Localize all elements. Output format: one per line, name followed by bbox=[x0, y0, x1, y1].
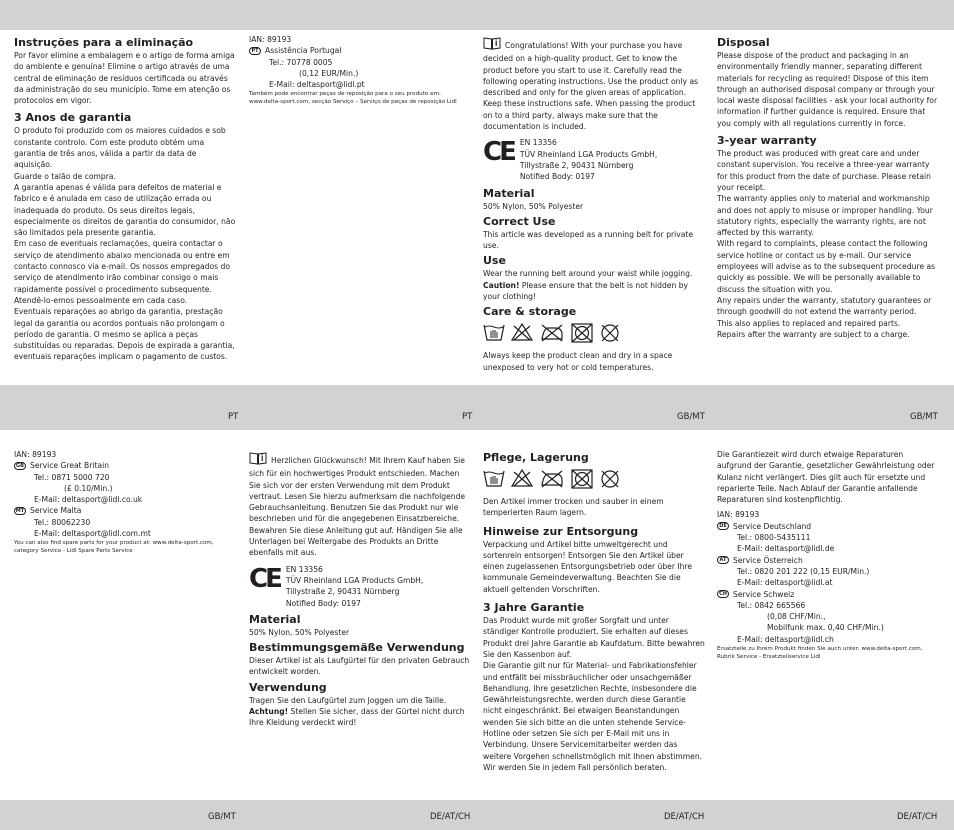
intro-paragraph bbox=[483, 37, 705, 132]
section-heading: Disposal bbox=[717, 36, 770, 49]
ce-line: Tillystraße 2, 90431 Nürnberg bbox=[285, 587, 400, 597]
service-tel: Tel.: 0842 665566 bbox=[737, 600, 806, 610]
ce-line: Notified Body: 0197 bbox=[519, 172, 595, 182]
section-heading: Correct Use bbox=[483, 214, 556, 228]
service-entry bbox=[249, 45, 471, 56]
section-heading: Bestimmungsgemäße Verwendung bbox=[249, 641, 465, 655]
service-email: E-Mail: deltasport@lidl.pt bbox=[269, 80, 365, 90]
country-badge: AT bbox=[717, 556, 729, 564]
paragraph: Please dispose of the product and packaging in an environmentally friendly manner, separating different materials for recycling as required! Dispose of this item through an authorised disposal company or through your local waste disposal facilities - ask your local authority for information if further guidance is required. Ensure that you comply with all regulations currently in force. bbox=[717, 51, 938, 128]
no-bleach-icon bbox=[510, 322, 534, 342]
section-heading: 3-year warranty bbox=[717, 134, 817, 148]
service-name: Service Great Britain bbox=[30, 461, 110, 471]
paragraph: Wear the running belt around your waist while jogging. bbox=[483, 269, 693, 279]
hand-wash-icon bbox=[483, 322, 505, 342]
service-rate: (0,12 EUR/Min.) bbox=[299, 68, 359, 78]
caution-text: Please ensure that the belt is not hidden by your clothing! bbox=[483, 280, 689, 302]
service-tel: Tel.: 70778 0005 bbox=[269, 57, 333, 67]
band-label: PT bbox=[228, 412, 239, 422]
section-heading: Material bbox=[483, 186, 535, 200]
read-manual-icon bbox=[249, 452, 267, 468]
hand-wash-icon bbox=[483, 468, 505, 488]
paragraph: A garantia apenas é válida para defeitos de material e fabrico e é anulada em caso de utilização errada ou inadequada do produto. Os seus direitos legais, especialmente os direitos de garantia do consumidor, não são limitados pela presente garantia. bbox=[14, 182, 236, 238]
service-name: Service Deutschland bbox=[733, 521, 812, 531]
paragraph: The product was produced with great care and under constant supervision. You receive a three-year warranty for this product from the date of purchase. Please retain your receipt. bbox=[717, 149, 931, 192]
section-heading: Use bbox=[483, 254, 506, 268]
ce-mark-icon: CE bbox=[249, 563, 280, 594]
section-heading: Care & storage bbox=[483, 305, 577, 319]
service-entry bbox=[14, 505, 236, 516]
pt-service-column bbox=[249, 34, 471, 106]
caution-paragraph bbox=[483, 280, 705, 303]
paragraph: Eventuais reparações ao abrigo da garantia, prestação legal da garantia ou acordos pontuais não prolongam o período de garantia. O mesmo se aplica a peças substituídas ou reparadas. Depois de expirada a garantia, eventuais reparações implicam o pagamento de custos. bbox=[14, 307, 235, 362]
band-label: GB/MT bbox=[910, 412, 938, 422]
paragraph: This article was developed as a running belt for private use. bbox=[483, 229, 694, 251]
ce-line: EN 13356 bbox=[519, 138, 557, 148]
no-tumble-dry-icon bbox=[570, 468, 594, 490]
middle-band bbox=[0, 385, 954, 430]
paragraph: Das Produkt wurde mit großer Sorgfalt und unter ständiger Kontrolle produziert. Sie erhalten auf dieses Produkt drei Jahre Garantie ab Kaufdatum. Bitte bewahren Sie den Kassenbon auf. bbox=[483, 616, 705, 659]
section-heading: Instruções para a eliminação bbox=[14, 36, 194, 49]
top-band bbox=[0, 0, 954, 30]
service-email: E-Mail: deltasport@lidl.de bbox=[737, 544, 835, 554]
spare-parts-note: Ersatzteile zu Ihrem Produkt finden Sie auch unter: www.delta-sport.com, Rubrik Service - Ersatzteilservice Lidl bbox=[717, 646, 923, 661]
paragraph: Por favor elimine a embalagem e o artigo de forma amiga do ambiente e genuína! Elimine o artigo através de uma central de eliminação de resíduos certificada ou através da administração do seu município. Tome em atenção os protocolos em vigor. bbox=[14, 51, 235, 106]
ian-number: IAN: 89193 bbox=[249, 35, 292, 44]
no-iron-icon bbox=[539, 468, 565, 488]
bottom-band bbox=[0, 800, 954, 830]
care-symbols bbox=[483, 468, 705, 490]
paragraph: Tragen Sie den Laufgürtel zum Joggen um die Taille. bbox=[249, 695, 447, 705]
ce-line: Notified Body: 0197 bbox=[285, 598, 361, 608]
service-entry bbox=[14, 460, 236, 471]
no-tumble-dry-icon bbox=[570, 322, 594, 344]
section-heading: Hinweise zur Entsorgung bbox=[483, 524, 639, 538]
section-heading: 3 Anos de garantia bbox=[14, 111, 132, 125]
band-label: DE/AT/CH bbox=[897, 812, 938, 822]
de-intro-column bbox=[249, 452, 471, 729]
intro-text: Congratulations! With your purchase you have decided on a high-quality product. Get to know the product before you start to use it. Carefully read the following operating instructions. Use the product only as described and only for the given areas of application. Keep these instructions safe. When passing the product on to a third party, always make sure that the documentation is included. bbox=[483, 41, 699, 132]
read-manual-icon bbox=[483, 37, 501, 53]
ian-number: IAN: 89193 bbox=[717, 510, 760, 520]
service-name: Assistência Portugal bbox=[265, 46, 342, 56]
service-name: Service Schweiz bbox=[733, 589, 795, 599]
spare-parts-note: You can also find spare parts for your product at: www.delta-sport.com, category Service - Lidl Spare Parts Service bbox=[14, 540, 214, 555]
gb-warranty-column bbox=[717, 36, 939, 340]
service-entry bbox=[717, 589, 939, 600]
care-symbols bbox=[483, 322, 705, 344]
section-heading: Material bbox=[249, 612, 301, 626]
no-dry-clean-icon bbox=[599, 468, 621, 490]
service-name: Service Österreich bbox=[733, 555, 803, 565]
paragraph: 50% Nylon, 50% Polyester bbox=[483, 201, 584, 211]
paragraph: Repairs after the warranty are subject to a charge. bbox=[717, 329, 910, 339]
service-tel: Tel.: 80062230 bbox=[34, 517, 91, 527]
ce-line: TÜV Rheinland LGA Products GmbH, bbox=[285, 575, 424, 585]
country-badge: GB bbox=[14, 462, 26, 470]
country-badge: MT bbox=[15, 508, 25, 515]
intro-text: Herzlichen Glückwunsch! Mit Ihrem Kauf haben Sie sich für ein hochwertiges Produkt entschieden. Machen Sie sich vor der ersten Verwendung mit dem Produkt vertraut. Lesen Sie hierzu aufmerksam die nachfolgende Gebrauchsanleitung. Benutzen Sie das Produkt nur wie beschrieben und für die angegebenen Einsatzbereiche. Bewahren Sie diese Anleitung gut auf. Händigen Sie alle Unterlagen bei Weitergabe des Produkts an Dritte ebenfalls mit aus. bbox=[249, 456, 466, 558]
service-tel: Tel.: 0800-5435111 bbox=[737, 533, 811, 543]
gb-service-column bbox=[14, 449, 236, 555]
service-tel: Tel.: 0871 5000 720 bbox=[34, 472, 110, 482]
paragraph: O produto foi produzido com os maiores cuidados e sob constante controlo. Com este produto obtém uma garantia de três anos, válida a partir da data de aquisição. bbox=[14, 126, 226, 170]
band-label: DE/AT/CH bbox=[430, 812, 471, 822]
de-warranty-column bbox=[483, 451, 705, 773]
no-iron-icon bbox=[539, 322, 565, 342]
service-rate: (£ 0.10/Min.) bbox=[64, 483, 113, 493]
paragraph: Den Artikel immer trocken und sauber in einem temperierten Raum lagern. bbox=[483, 497, 664, 518]
paragraph: Dieser Artikel ist als Laufgürtel für den privaten Gebrauch entwickelt worden. bbox=[249, 656, 470, 677]
service-rate: Mobilfunk max. 0,40 CHF/Min.) bbox=[767, 623, 884, 633]
ce-mark-icon: CE bbox=[483, 137, 514, 168]
caution-label: Caution! bbox=[483, 280, 520, 290]
service-email: E-Mail: deltasport@lidl.com.mt bbox=[34, 529, 151, 539]
country-badge: DE bbox=[717, 522, 729, 530]
ce-block bbox=[249, 564, 471, 609]
intro-paragraph bbox=[249, 452, 471, 559]
paragraph: Atendê-lo-emos pessoalmente em cada caso. bbox=[14, 295, 188, 305]
band-label: PT bbox=[462, 412, 473, 422]
caution-label: Achtung! bbox=[249, 707, 289, 717]
ce-block bbox=[483, 137, 705, 182]
service-rate: (0,08 CHF/Min., bbox=[767, 612, 826, 622]
service-email: E-Mail: deltasport@lidl.co.uk bbox=[34, 495, 143, 505]
ian-number: IAN: 89193 bbox=[14, 450, 57, 459]
no-dry-clean-icon bbox=[599, 322, 621, 344]
paragraph: Die Garantiezeit wird durch etwaige Reparaturen aufgrund der Garantie, gesetzlicher Gewährleistung oder Kulanz nicht verlängert. Dies gilt auch für ersetzte und reparierte Teile. Nach Ablauf der Garantie anfallende Reparaturen sind kostenpflichtig. bbox=[717, 450, 935, 505]
service-email: E-Mail: deltasport@lidl.ch bbox=[737, 634, 834, 644]
paragraph: 50% Nylon, 50% Polyester bbox=[249, 627, 350, 637]
caution-paragraph bbox=[249, 706, 471, 729]
pt-disposal-column bbox=[14, 36, 236, 363]
gb-intro-column bbox=[483, 37, 705, 373]
section-heading: Verwendung bbox=[249, 680, 327, 694]
paragraph: Guarde o talão de compra. bbox=[14, 171, 116, 181]
band-label: GB/MT bbox=[208, 812, 236, 822]
service-name: Service Malta bbox=[30, 506, 82, 516]
service-entry bbox=[717, 521, 939, 532]
de-service-column bbox=[717, 449, 939, 661]
section-heading: Pflege, Lagerung bbox=[483, 451, 589, 464]
paragraph: With regard to complaints, please contact the following service hotline or contact us by e-mail. Our service employees will advise as to the subsequent procedure as quickly as possible. We will be personally available to discuss the situation with you. bbox=[717, 239, 936, 294]
service-entry bbox=[717, 555, 939, 566]
paragraph: Die Garantie gilt nur für Material- und Fabrikationsfehler und entfällt bei missbräuchlicher oder unsachgemäßer Behandlung. Ihre gesetzlichen Rechte, insbesondere die Gewährleistungsrechte, werden durch diese Garantie nicht eingeschränkt. Bei etwaigen Beanstandungen wenden Sie sich bitte an die unten stehende Service-Hotline oder setzen Sie sich per E-Mail mit uns in Verbindung. Unsere Servicemitarbeiter werden das weitere Vorgehen schnellstmöglich mit Ihnen abstimmen. Wir werden Sie in jedem Fall persönlich beraten. bbox=[483, 661, 703, 772]
spare-parts-note: Também pode encontrar peças de reposição para o seu produto em: www.delta-sport.com, secção Serviço – Serviço de peças de reposição Lidl bbox=[249, 91, 457, 106]
paragraph: The warranty applies only to material and workmanship and does not apply to misuse or improper handling. Your statutory rights, especially the warranty rights, are not affected by this warranty. bbox=[717, 194, 933, 238]
paragraph: Any repairs under the warranty, statutory guarantees or through goodwill do not extend the warranty period. bbox=[717, 295, 932, 317]
ce-line: Tillystraße 2, 90431 Nürnberg bbox=[519, 160, 634, 170]
paragraph: Verpackung und Artikel bitte umweltgerecht und sortenrein entsorgen! Entsorgen Sie den Artikel über einen zugelassenen Entsorgungsbetrieb oder über Ihre kommunale Gemeindeverwaltung. Beachten Sie die aktuell geltenden Vorschriften. bbox=[483, 539, 693, 594]
caution-text: Stellen Sie sicher, dass der Gürtel nicht durch Ihre Kleidung verdeckt wird! bbox=[249, 707, 465, 728]
paragraph: Em caso de eventuais reclamações, queira contactar o serviço de atendimento abaixo mencionada ou entre em contacto connosco via e-mail. Os nossos empregados do serviço de atendimento irão combinar consigo o mais rapidamente possível o procedimento subsequente. bbox=[14, 239, 230, 294]
service-email: E-Mail: deltasport@lidl.at bbox=[737, 578, 833, 588]
country-badge: CH bbox=[717, 590, 729, 598]
paragraph: This also applies to replaced and repaired parts. bbox=[717, 318, 901, 328]
service-tel: Tel.: 0820 201 222 (0,15 EUR/Min.) bbox=[737, 566, 870, 576]
no-bleach-icon bbox=[510, 468, 534, 488]
ce-line: TÜV Rheinland LGA Products GmbH, bbox=[519, 149, 658, 159]
band-label: GB/MT bbox=[677, 412, 705, 422]
band-label: DE/AT/CH bbox=[664, 812, 705, 822]
section-heading: 3 Jahre Garantie bbox=[483, 601, 585, 615]
ce-line: EN 13356 bbox=[285, 564, 323, 574]
paragraph: Always keep the product clean and dry in a space unexposed to very hot or cold temperatures. bbox=[483, 351, 673, 372]
country-badge: PT bbox=[249, 47, 261, 55]
